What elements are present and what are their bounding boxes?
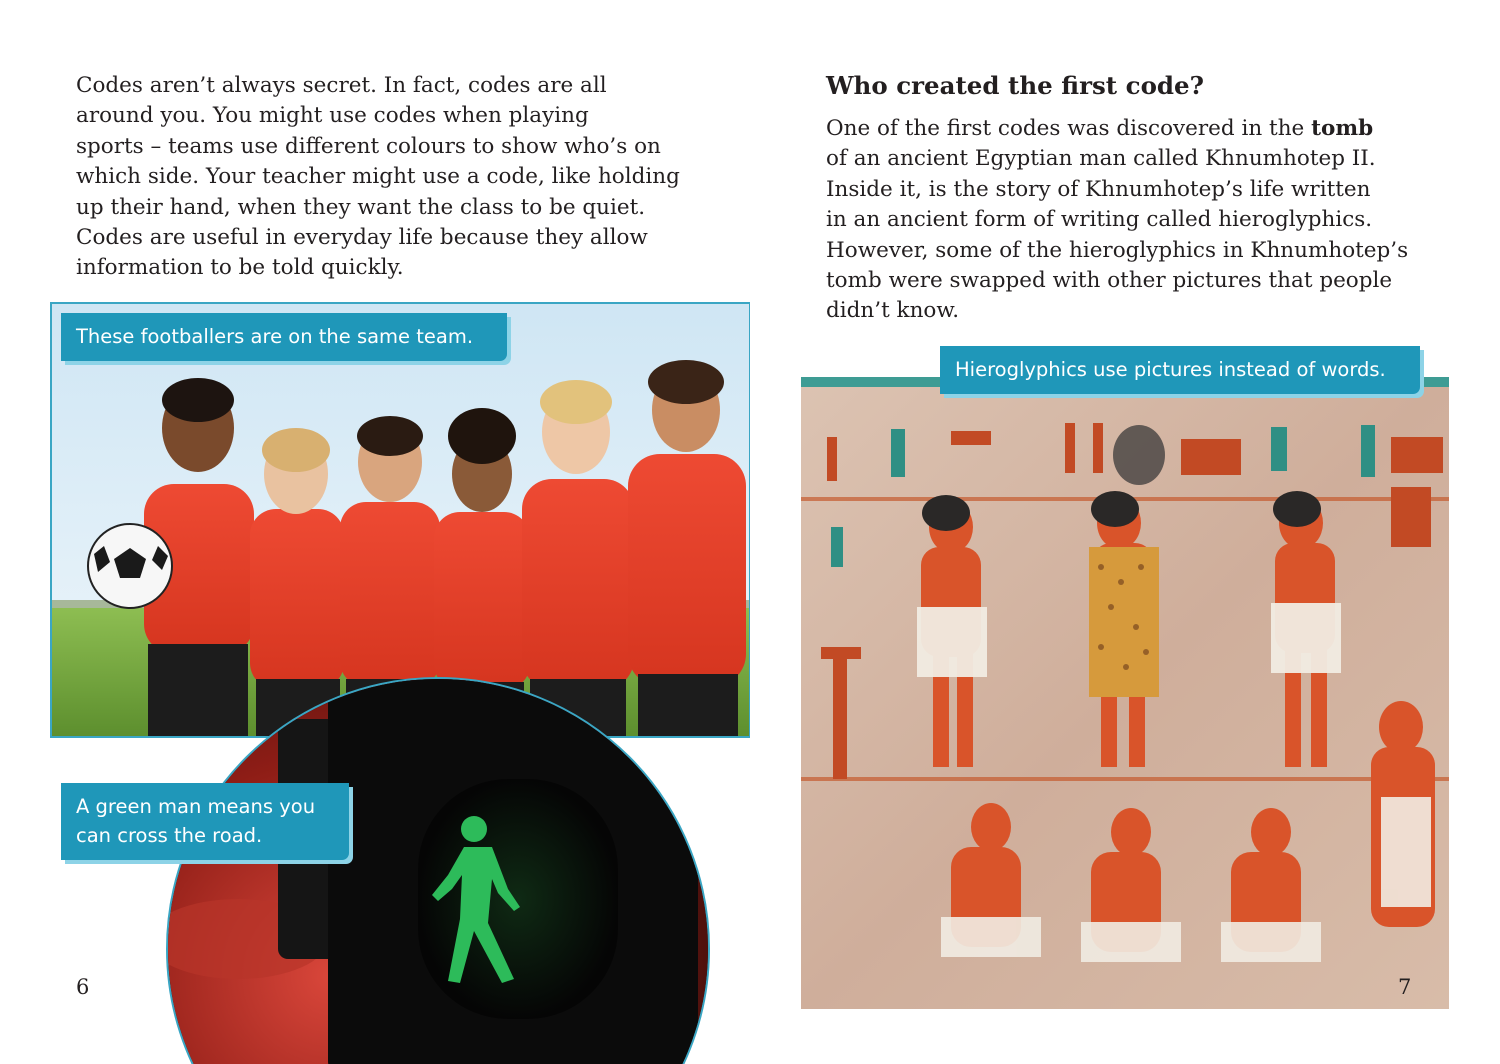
para-text-2: of an ancient Egyptian man called Khnumhotep II. Inside it, is the story of Khnumhotep’s life written in an ancient form of writing called hieroglyphics. However, some of the hieroglyphics in Khnumhotep’s tomb were swapped with other pictures that people didn’t know. (826, 146, 1409, 324)
para-text-1: One of the first codes was discovered in the (826, 116, 1312, 141)
intro-paragraph: Codes aren’t always secret. In fact, codes are all around you. You might use codes when playing sports – teams use different colours to show who’s on which side. Your teacher might use a code, like holding up their hand, when they want the class to be quiet. Codes are useful in everyday life because they allow information to be told quickly. (76, 73, 680, 281)
section-heading: Who created the first code? (826, 71, 1204, 100)
keyword-tomb: tomb (1311, 116, 1374, 141)
hieroglyphics-photo (801, 377, 1449, 1009)
page-number-left: 6 (76, 975, 90, 999)
footballers-photo (50, 302, 750, 738)
page-number-right: 7 (1398, 975, 1412, 999)
traffic-light-caption: A green man means you can cross the road. (61, 783, 349, 860)
tomb-paragraph (826, 114, 1466, 327)
right-page (750, 0, 1500, 1064)
footballers-caption: These footballers are on the same team. (61, 313, 507, 361)
hieroglyphics-caption: Hieroglyphics use pictures instead of words. (940, 346, 1420, 394)
